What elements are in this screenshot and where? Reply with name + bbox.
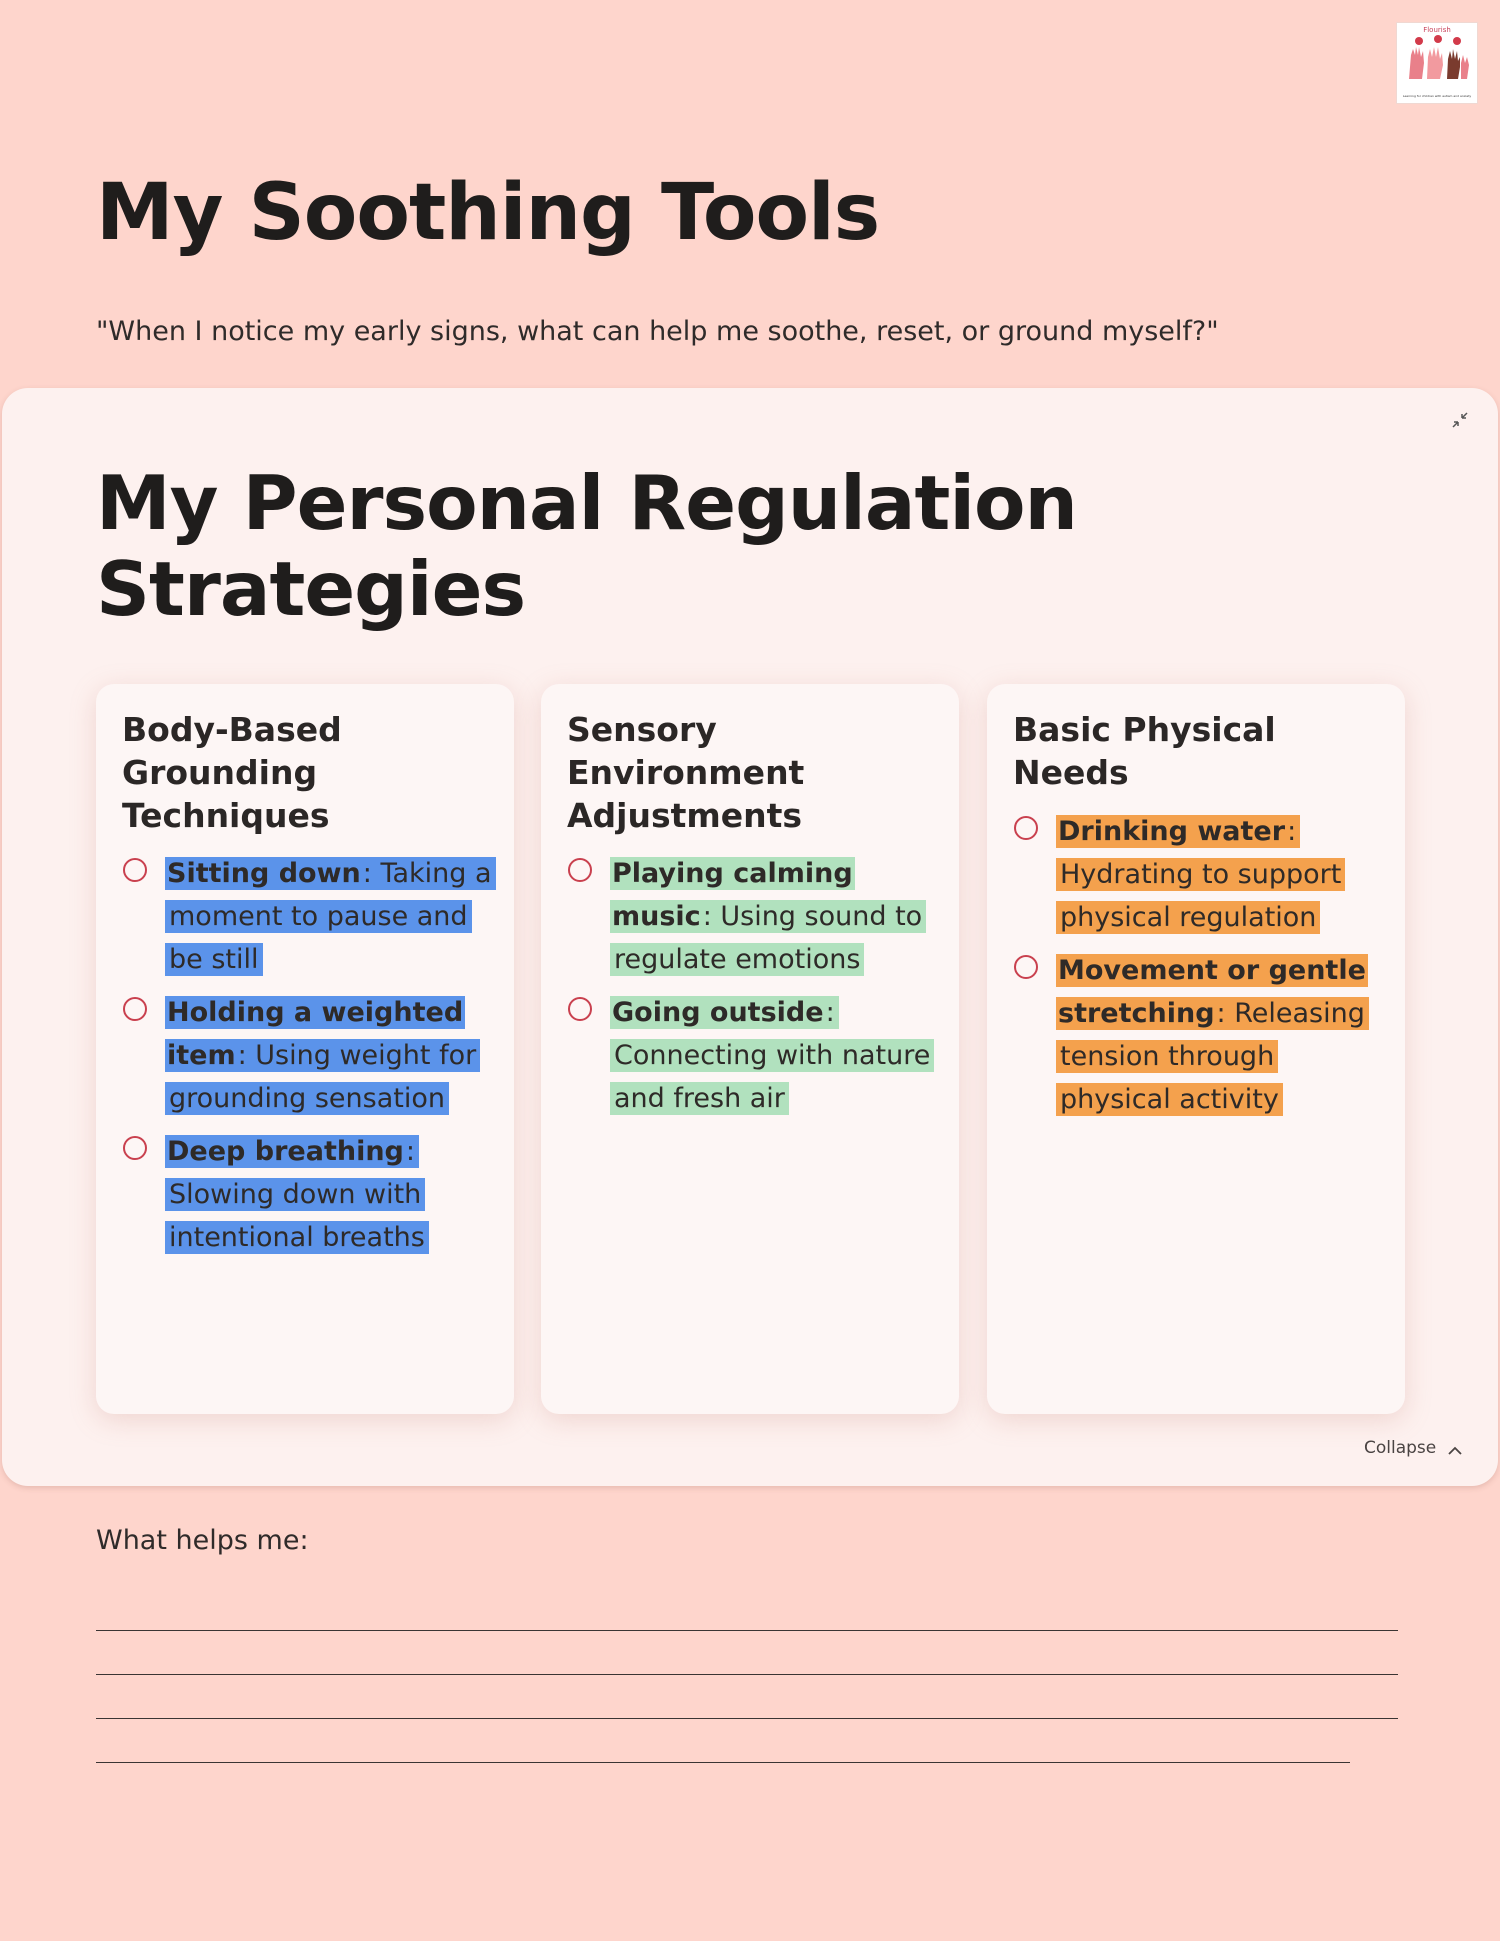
list-item [1013,949,1391,1121]
item-text: : Slowing down with intentional breaths [169,1136,425,1253]
logo-tagline: Learning for children with autism and anxiety [1402,94,1472,98]
reflection-prompt: "When I notice my early signs, what can help me soothe, reset, or ground myself?" [96,316,1219,347]
card-title: Sensory Environment Adjustments [567,710,805,835]
item-bold: Holding a weighted item [167,997,464,1071]
writing-line-3[interactable] [96,1718,1398,1719]
list-item [567,852,945,981]
collapse-arrows-icon[interactable] [1450,410,1470,430]
list-item [567,991,945,1120]
writing-line-2[interactable] [96,1674,1398,1675]
item-text: : Hydrating to support physical regulation [1060,816,1342,933]
section-title: My Personal Regulation Strategies [96,459,1077,633]
list-item [122,1130,500,1259]
circle-outline-icon[interactable] [568,858,592,882]
card-title: Basic Physical Needs [1013,710,1276,792]
item-text: : Releasing tension through physical activity [1060,998,1365,1115]
chevron-up-icon[interactable] [1447,1445,1463,1457]
flourish-logo [1396,22,1478,104]
card-physical-needs [987,684,1405,1414]
strategy-list [122,852,500,1269]
page-title: My Soothing Tools [96,168,880,258]
writing-line-4[interactable] [96,1762,1350,1763]
circle-outline-icon[interactable] [123,997,147,1021]
item-bold: Drinking water [1058,816,1286,847]
logo-brand: Flourish [1423,26,1451,34]
card-sensory [541,684,959,1414]
collapse-button[interactable]: Collapse [1364,1438,1437,1458]
circle-outline-icon[interactable] [1014,955,1038,979]
what-helps-label: What helps me: [96,1525,309,1556]
item-bold: Sitting down [167,858,361,889]
item-bold: Going outside [612,997,824,1028]
circle-outline-icon[interactable] [1014,816,1038,840]
circle-outline-icon[interactable] [123,858,147,882]
circle-outline-icon[interactable] [568,997,592,1021]
list-item [1013,810,1391,939]
item-text: : Using weight for grounding sensation [169,1040,477,1114]
item-text: : Using sound to regulate emotions [614,901,923,975]
item-text: : Connecting with nature and fresh air [614,997,931,1114]
raised-hands-icon [1403,35,1473,79]
item-text: : Taking a moment to pause and be still [169,858,492,975]
card-body-based [96,684,514,1414]
strategy-list [1013,810,1391,1131]
item-bold: Deep breathing [167,1136,404,1167]
writing-line-1[interactable] [96,1630,1398,1631]
list-item [122,852,500,981]
list-item [122,991,500,1120]
strategy-list [567,852,945,1130]
card-title: Body-Based Grounding Techniques [122,710,342,835]
item-bold: Playing calming music [612,858,853,932]
item-bold: Movement or gentle stretching [1058,955,1366,1029]
circle-outline-icon[interactable] [123,1136,147,1160]
